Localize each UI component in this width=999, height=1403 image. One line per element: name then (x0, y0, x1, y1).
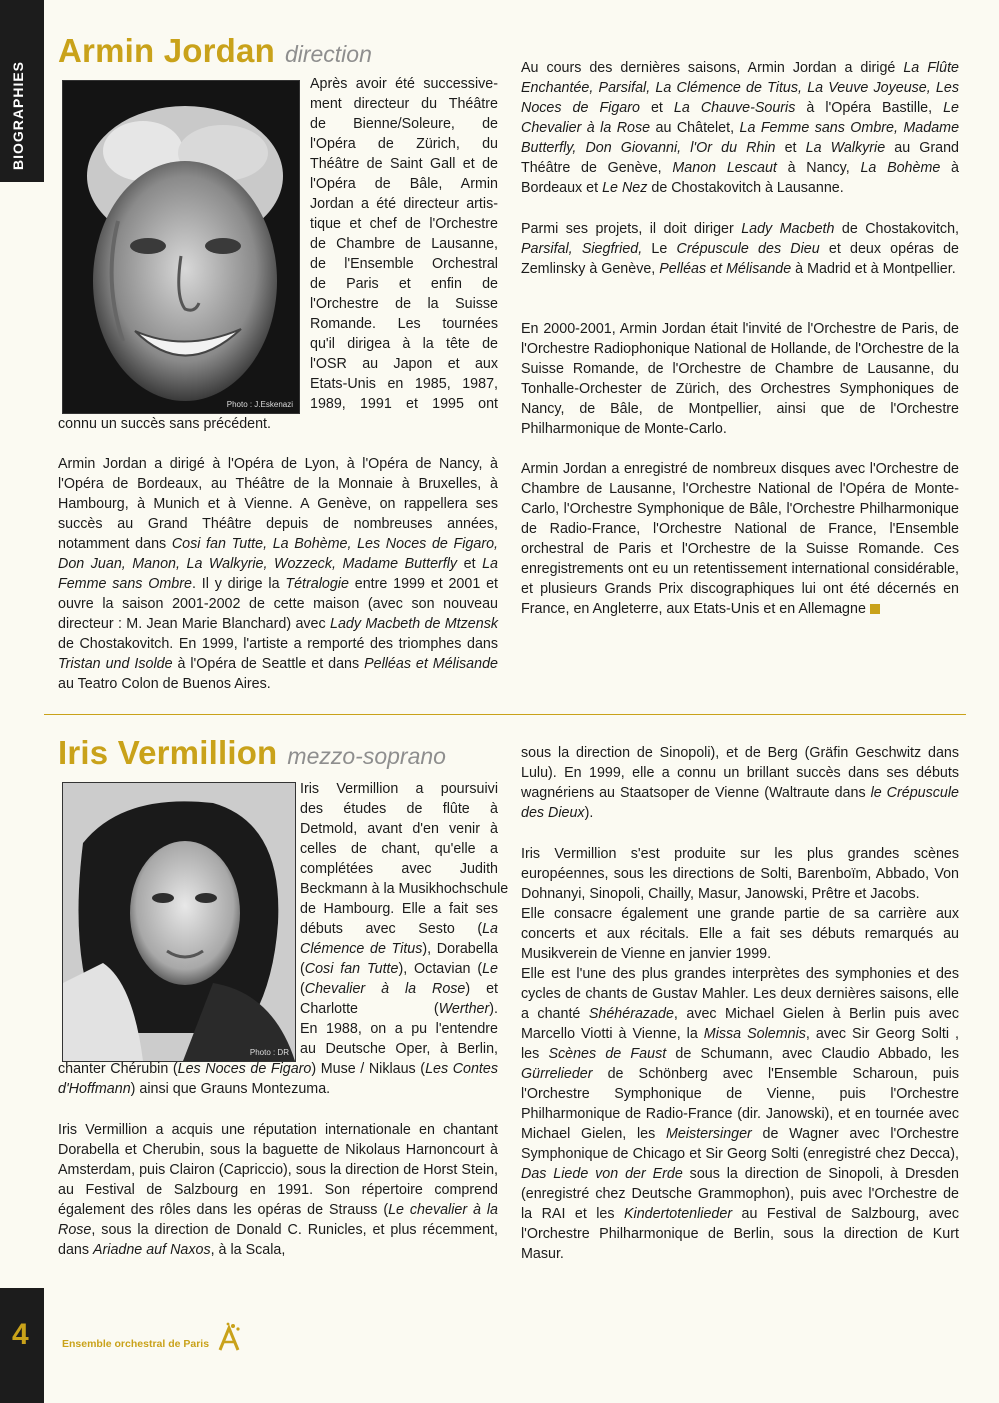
artist-role: direction (284, 41, 372, 67)
bio-title-iris-vermillion (58, 734, 446, 772)
intro-line: Après avoir été successive- (310, 76, 498, 92)
bio2-right-paragraph-4: Elle est l'une des plus grandes interprètes des symphonies et des cycles de chants de Gustav Mahler. Les deux dernières saisons, elle a chanté Shéhérazade, avec Michael Gielen à Berlin puis avec Marcello Viotti à Vienne, la Missa Solemnis, avec Sir Georg Solti , les Scènes de Faust de Schumann, avec Claudio Abbado, les Gürrelieder de Schönberg avec l'Ensemble Scharoun, puis l'Orchestre Symphonique de Vienne, puis l'Orchestre Philharmonique de Radio-France (dir. Janowski), et en tournée avec Michael Gielen, les Meistersinger de Wagner avec l'Orchestre Symphonique de Chicago et Sir Georg Solti (enregistré chez Decca), Das Liede von der Erde sous la direction de Sinopoli, à Dresden (enregistré chez Deutsche Grammophon), puis avec l'Orchestre de la RAI et les Kindertotenlieder au Festival de Salzbourg, avec l'Orchestre Philharmonique de Berlin, sous la direction de Kurt Masur. (521, 966, 960, 1262)
intro-line: l'Opéra de Zürich, du (310, 136, 498, 152)
ensemble-logo-icon (216, 1322, 242, 1357)
intro-line: qu'il dirigea à la tête de (310, 336, 498, 352)
intro-line: de Paris et enfin de (310, 276, 498, 292)
bio1-paragraph-2: Armin Jordan a dirigé à l'Opéra de Lyon, à l'Opéra de Nancy, à l'Opéra de Bordeaux, au Théâtre de la Monnaie à Bruxelles, à Hambourg, à Munich et à Vienne. A Genève, on rappellera ses succès au Grand Théâtre depuis de nombreuses années, notamment dans Cosi fan Tutte, La Bohème, Les Noces de Figaro, Don Juan, Manon, La Walkyrie, Wozzeck, Madame Butterfly et La Femme sans Ombre. Il y dirige la Tétralogie entre 1999 et 2001 et ouvre la saison 2001-2002 de cette maison (avec son nouveau directeur : M. Jean Marie Blanchard) avec Lady Macbeth de Mtzensk de Chostakovitch. En 1999, l'artiste a remporté des triomphes dans Tristan und Isolde à l'Opéra de Seattle et dans Pelléas et Mélisande au Teatro Colon de Buenos Aires. (58, 456, 499, 692)
end-mark-square-icon (870, 604, 880, 614)
intro-line: l'Orchestre de la Suisse (310, 296, 498, 312)
intro-line: ment directeur du Théâtre (310, 96, 498, 112)
photo-credit: Photo : DR (249, 1048, 289, 1057)
intro-line: Etats-Unis en 1985, 1987, (310, 376, 498, 392)
intro-line: de Chambre de Lausanne, (310, 236, 498, 252)
intro-line: l'OSR au Japon et aux (310, 356, 498, 372)
bio2-right-paragraph-3: Elle consacre également une grande partie de sa carrière aux concerts et aux récitals. Elle a fait ses débuts remarqués au Musikverein de Vienne en janvier 1999. (521, 906, 959, 962)
portrait-photo-armin-jordan (62, 80, 300, 414)
portrait-photo-iris-vermillion (62, 782, 296, 1062)
intro-line: (Chevalier à la Rose) et (300, 981, 498, 997)
intro-line: Romande. Les tournées (310, 316, 498, 332)
intro-line: l'Opéra de Bâle, Armin (310, 176, 498, 192)
intro-line: (Cosi fan Tutte), Octavian (Le (300, 961, 498, 977)
intro-line: Iris Vermillion a poursuivi (300, 781, 498, 797)
footer-publication-name: Ensemble orchestral de Paris (62, 1338, 210, 1350)
bio2-right-paragraph-2: Iris Vermillion s'est produite sur les plus grandes scènes européennes, sous les directions de Solti, Barenboïm, Abbado, Von Dohnanyi, Sinopoli, Chailly, Masur, Janowski, Prêtre et Jacobs. (521, 846, 959, 902)
bio1-right-paragraph-3: En 2000-2001, Armin Jordan était l'invité de l'Orchestre de Paris, de l'Orchestre Radiophonique National de Hollande, de l'Orchestre de la Suisse Romande, de l'Orchestre de Chambre de Lausanne, du Tonhalle-Orchester de Zürich, des Orchestres Symphoniques de Nancy, de Bâle, de Montpellier, ainsi que de l'Orchestre Philharmonique de Monte-Carlo. (521, 321, 959, 437)
intro-line: celles de chant, qu'elle a (300, 841, 498, 857)
intro-line: Detmold, avant d'en venir à (300, 821, 498, 837)
bio1-right-paragraph-2: Parmi ses projets, il doit diriger Lady Macbeth de Chostakovitch, Parsifal, Siegfried, Le Crépuscule des Dieu et deux opéras de Zemlinsky à Genève, Pelléas et Mélisande à Madrid et à Montpellier. (521, 221, 959, 277)
bio1-intro-end: connu un succès sans précédent. (58, 416, 272, 432)
intro-line: de Bienne/Soleure, de (310, 116, 498, 132)
intro-line: En 1988, on a pu l'entendre (300, 1021, 498, 1037)
intro-line: Beckmann à la Musikhochschule (300, 881, 509, 897)
section-label: BIOGRAPHIES (10, 60, 26, 170)
intro-line: tique et chef de l'Orchestre (310, 216, 498, 232)
bio1-right-paragraph-4: Armin Jordan a enregistré de nombreux disques avec l'Orchestre de Chambre de Lausanne, l'Orchestre National de l'Opéra de Monte-Carlo, l'Orchestre Symphonique de Bâle, l'Orchestre Philharmonique de Radio-France, l'Orchestre National de France, l'Ensemble orchestral de Paris et l'Orchestre de la Suisse Romande. Ces enregistrements ont eu un retentissement international considérable, et plusieurs Grands Prix discographiques lui ont été décernés en France, en Angleterre, aux Etats-Unis et en Allemagne (521, 461, 959, 617)
bio1-right-paragraph-1: Au cours des dernières saisons, Armin Jordan a dirigé La Flûte Enchantée, Parsifal, La Clémence de Titus, La Veuve Joyeuse, Les Noces de Figaro et La Chauve-Souris à l'Opéra Bastille, Le Chevalier à la Rose au Châtelet, La Femme sans Ombre, Madame Butterfly, Don Giovanni, l'Or du Rhin et La Walkyrie au Grand Théâtre de Genève, Manon Lescaut à Nancy, La Bohème à Bordeaux et Le Nez de Chostakovitch à Lausanne. (521, 60, 960, 196)
intro-line: Théâtre de Saint Gall et de (310, 156, 498, 172)
section-band (0, 0, 44, 182)
intro-line: au Deutsche Oper, à Berlin, (300, 1041, 498, 1057)
section-divider (44, 714, 966, 715)
intro-line: Clémence de Titus), Dorabella (300, 941, 498, 957)
bio-title-armin-jordan (58, 32, 372, 70)
intro-line: Charlotte (Werther). (300, 1001, 498, 1017)
bio2-intro-end: chanter Chérubin (Les Noces de Figaro) Muse / Niklaus (Les Contes d'Hoffmann) ainsi que Grauns Montezuma. (58, 1061, 498, 1097)
intro-line: des études de flûte à (300, 801, 498, 817)
intro-line: de Hambourg. Elle a fait ses (300, 901, 498, 917)
artist-name: Iris Vermillion (58, 734, 278, 771)
page-number: 4 (12, 1318, 29, 1351)
bio2-paragraph-2: Iris Vermillion a acquis une réputation internationale en chantant Dorabella et Cherubin, sous la baguette de Nikolaus Harnoncourt à Amsterdam, puis Clairon (Capriccio), sous la direction de Horst Stein, au Festival de Salzbourg en 1991. Son répertoire comprend également des rôles dans les opéras de Strauss (Le chevalier à la Rose, sous la direction de Donald C. Runicles, et plus récemment, dans Ariadne auf Naxos, à la Scala, (58, 1122, 498, 1258)
artist-name: Armin Jordan (58, 32, 275, 69)
intro-line: 1989, 1991 et 1995 ont (310, 396, 498, 412)
intro-line: complétées avec Judith (300, 861, 498, 877)
photo-credit: Photo : J.Eskenazi (226, 400, 293, 409)
intro-line: de l'Ensemble Orchestral (310, 256, 498, 272)
intro-line: Jordan a été directeur artis- (310, 196, 498, 212)
bio2-right-paragraph-1: sous la direction de Sinopoli), et de Berg (Gräfin Geschwitz dans Lulu). En 1999, elle a connu un brillant succès dans ses débuts wagnériens au Staatsoper de Vienne (Waltraute dans le Crépuscule des Dieux). (521, 745, 959, 821)
artist-role: mezzo-soprano (287, 743, 446, 769)
intro-line: débuts avec Sesto (La (300, 921, 498, 937)
